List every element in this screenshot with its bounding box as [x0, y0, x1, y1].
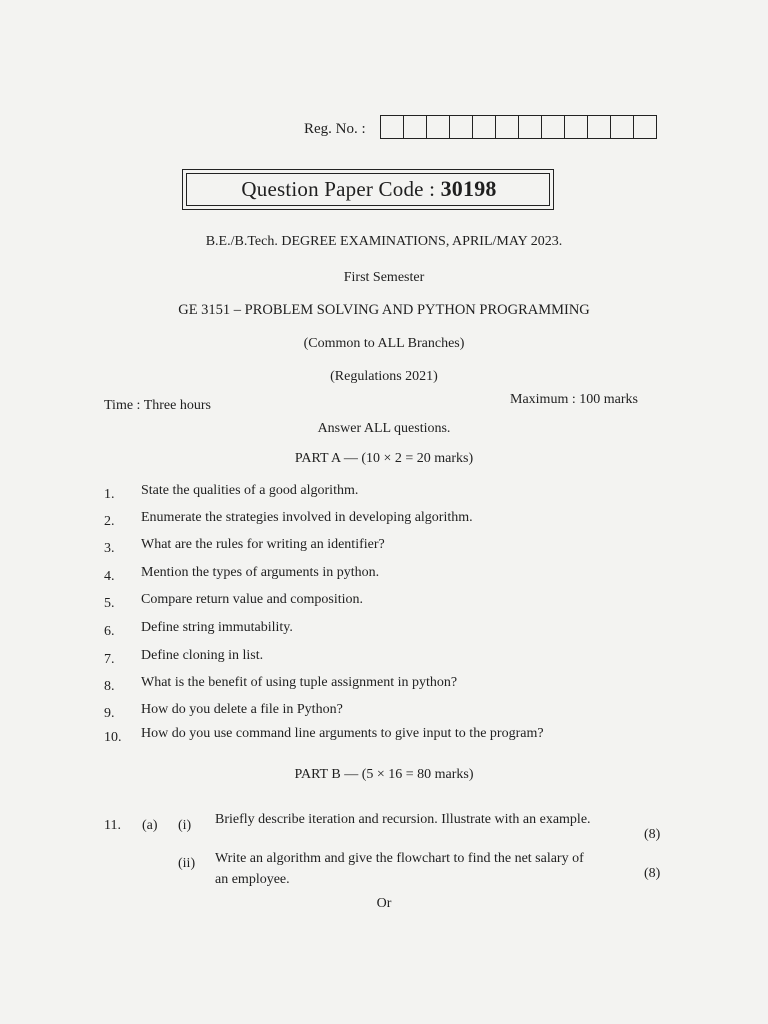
- reg-no-digit-box[interactable]: [473, 116, 496, 138]
- semester: First Semester: [343, 270, 425, 285]
- reg-no-digit-box[interactable]: [427, 116, 450, 138]
- question-number: 7.: [104, 652, 115, 667]
- reg-no-digit-box[interactable]: [381, 116, 404, 138]
- question-number: 2.: [104, 514, 115, 529]
- question-number: 10.: [104, 730, 122, 745]
- question-number: 9.: [104, 706, 115, 721]
- part-b-heading: PART B — (5 × 16 = 80 marks): [294, 767, 474, 782]
- reg-no-digit-box[interactable]: [565, 116, 588, 138]
- reg-no-digit-box[interactable]: [450, 116, 473, 138]
- or-separator: Or: [376, 896, 392, 911]
- question-part-label: (ii): [178, 856, 196, 871]
- question-number: 6.: [104, 624, 115, 639]
- question-paper-code: [183, 176, 555, 202]
- question-text: State the qualities of a good algorithm.: [141, 483, 359, 498]
- question-sub-label: (a): [142, 818, 158, 833]
- question-text: Mention the types of arguments in python.: [141, 565, 380, 580]
- regulations: (Regulations 2021): [330, 369, 438, 384]
- question-text: Enumerate the strategies involved in developing algorithm.: [141, 510, 473, 525]
- question-text: What are the rules for writing an identifier?: [141, 537, 385, 552]
- question-text: Briefly describe iteration and recursion. Illustrate with an example.: [215, 812, 591, 827]
- question-text: Define string immutability.: [141, 620, 293, 635]
- reg-no-digit-box[interactable]: [611, 116, 634, 138]
- question-text: Define cloning in list.: [141, 648, 264, 663]
- reg-no-digit-box[interactable]: [496, 116, 519, 138]
- question-text: How do you delete a file in Python?: [141, 702, 343, 717]
- question-number: 3.: [104, 541, 115, 556]
- question-text: How do you use command line arguments to give input to the program?: [141, 726, 544, 741]
- question-text: What is the benefit of using tuple assignment in python?: [141, 675, 458, 690]
- reg-no-digit-box[interactable]: [542, 116, 565, 138]
- reg-no-digit-box[interactable]: [588, 116, 611, 138]
- reg-no-digit-box[interactable]: [519, 116, 542, 138]
- maximum-marks: Maximum : 100 marks: [510, 392, 638, 407]
- question-text: Compare return value and composition.: [141, 592, 363, 607]
- part-a-heading: PART A — (10 × 2 = 20 marks): [294, 451, 474, 466]
- paper-code-prefix: Question Paper Code :: [241, 177, 436, 201]
- question-number: 5.: [104, 596, 115, 611]
- reg-no-label: Reg. No. :: [304, 121, 366, 137]
- question-part-label: (i): [178, 818, 192, 833]
- question-number: 4.: [104, 569, 115, 584]
- question-number: 1.: [104, 487, 115, 502]
- reg-no-digit-box[interactable]: [404, 116, 427, 138]
- answer-all-instruction: Answer ALL questions.: [317, 421, 451, 436]
- question-text-continued: an employee.: [215, 872, 290, 887]
- question-number: 11.: [104, 818, 121, 833]
- paper-code-number: 30198: [440, 176, 497, 201]
- question-paper-code-box: [182, 169, 554, 210]
- exam-title: B.E./B.Tech. DEGREE EXAMINATIONS, APRIL/MAY 2023.: [205, 234, 563, 249]
- course-title: GE 3151 – PROBLEM SOLVING AND PYTHON PROGRAMMING: [178, 302, 590, 318]
- question-number: 8.: [104, 679, 115, 694]
- question-marks: (8): [644, 866, 661, 881]
- question-marks: (8): [644, 827, 661, 842]
- question-text: Write an algorithm and give the flowchart to find the net salary of: [215, 851, 584, 866]
- common-branches: (Common to ALL Branches): [303, 336, 465, 351]
- reg-no-digit-box[interactable]: [634, 116, 656, 138]
- time-duration: Time : Three hours: [104, 398, 211, 413]
- reg-no-boxes: [380, 115, 657, 139]
